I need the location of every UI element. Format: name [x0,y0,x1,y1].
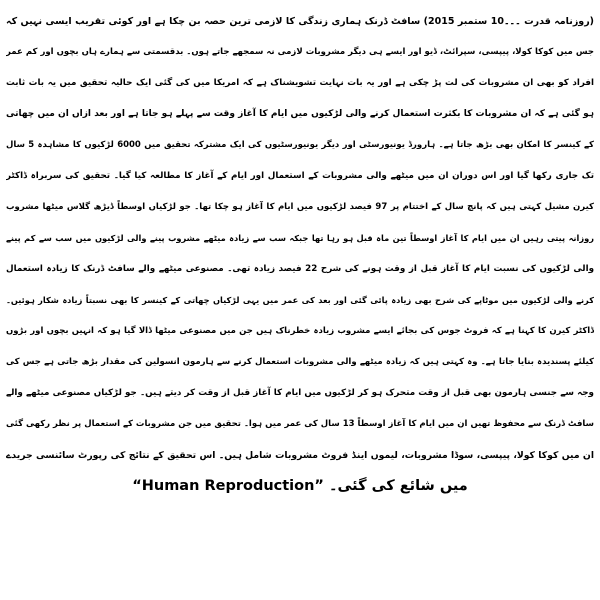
article-line: افراد کو بھی ان مشروبات کی لت پڑ چکی ہے اور یہ بات نہایت تشویشناک ہے کہ امریکا میں کی گئی ایک حالیہ تحقیق میں یہ بات ثابت [6,78,594,88]
article-line-last: “Human Reproduction” میں شائع کی گئی۔ [132,478,468,494]
article-line: ہو گئی ہے کہ ان مشروبات کا بکثرت استعمال کرنے والی لڑکیوں میں ایام کا آغاز وقت سے پہلے ہو جاتا ہے اور بعد ازاں ان میں چھاتی [6,109,594,119]
article-line: والی لڑکیوں کی نسبت ایام کا آغاز قبل از وقت ہونے کی شرح 22 فیصد زیادہ تھی۔ مصنوعی میٹھے والے سافٹ ڈرنک کا زیادہ استعمال [6,264,594,274]
article-line: (روزنامہ قدرت ۔۔۔10 ستمبر 2015) سافٹ ڈرنک ہماری زندگی کا لازمی ترین حصہ بن چکا ہے اور کوئی تقریب ایسی نہیں کہ [6,16,594,27]
article-line: کیلئے پسندیدہ بنایا جاتا ہے۔ وہ کہتی ہیں کہ زیادہ میٹھے والی مشروبات استعمال کرنے سے ہارمون انسولین کی مقدار بڑھ جاتی ہے جس کی [6,357,594,367]
article-line: ڈاکٹر کیرن کا کہنا ہے کہ فروٹ جوس کی بجائے ایسے مشروب زیادہ خطرناک ہیں جن میں مصنوعی میٹھا ڈالا گیا ہو کہ انہیں بچوں اور بڑوں [6,326,594,336]
article-line: روزانہ پیتی رہیں ان میں ایام کا آغاز اوسطاً تین ماہ قبل ہو رہا تھا جبکہ سب سے زیادہ میٹھے مشروب پینے والی لڑکیوں میں سب سے کم پینے [6,233,594,243]
article-line: کے کینسر کا امکان بھی بڑھ جاتا ہے۔ ہارورڈ یونیورسٹی اور دیگر یونیورسٹیوں کی ایک مشترکہ تحقیق میں 6000 لڑکیوں کا مشاہدہ 5 سال [6,140,594,150]
article-line: تک جاری رکھا گیا اور اس دوران ان میں میٹھے والی مشروبات کے استعمال اور ایام کے آغاز کا مطالعہ کیا گیا۔ تحقیق کی سربراہ ڈاکٹر [6,171,594,181]
article-line: جس میں کوکا کولا، پیپسی، سپرائٹ، ڈیو اور ایسے ہی دیگر مشروبات لازمی نہ سمجھے جاتے ہوں۔ بدقسمتی سے ہمارے ہاں بچوں اور کم عمر [6,47,594,57]
article-line: ان میں کوکا کولا، پیپسی، سوڈا مشروبات، لیموں اینڈ فروٹ مشروبات شامل ہیں۔ اس تحقیق کے نتائج کی رپورٹ سائنسی جریدے [6,450,594,461]
article-line: سافٹ ڈرنک سے محفوظ تھیں ان میں ایام کا آغاز اوسطاً 13 سال کی عمر میں ہوا۔ تحقیق میں جن مشروبات کے استعمال پر نظر رکھی گئی [6,419,594,429]
article-line: کرنے والی لڑکیوں میں موٹاپے کی شرح بھی زیادہ پائی گئی اور بعد کی عمر میں یہی لڑکیاں چھاتی کے کینسر کا بھی نسبتاً زیادہ شکار ہوئیں۔ [6,295,594,305]
article-line: کیرن مشیل کہتی ہیں کہ پانچ سال کے اختتام پر 97 فیصد لڑکیوں میں ایام کا آغاز ہو چکا تھا۔ جو لڑکیاں اوسطاً ڈیڑھ گلاس میٹھا مشروب [6,202,594,212]
article-line: وجہ سے جنسی ہارمون بھی قبل از وقت متحرک ہو کر لڑکیوں میں ایام کا آغاز قبل از وقت کر دیتے ہیں۔ جو لڑکیاں مصنوعی میٹھے والے [6,388,594,398]
article-body [6,6,594,598]
